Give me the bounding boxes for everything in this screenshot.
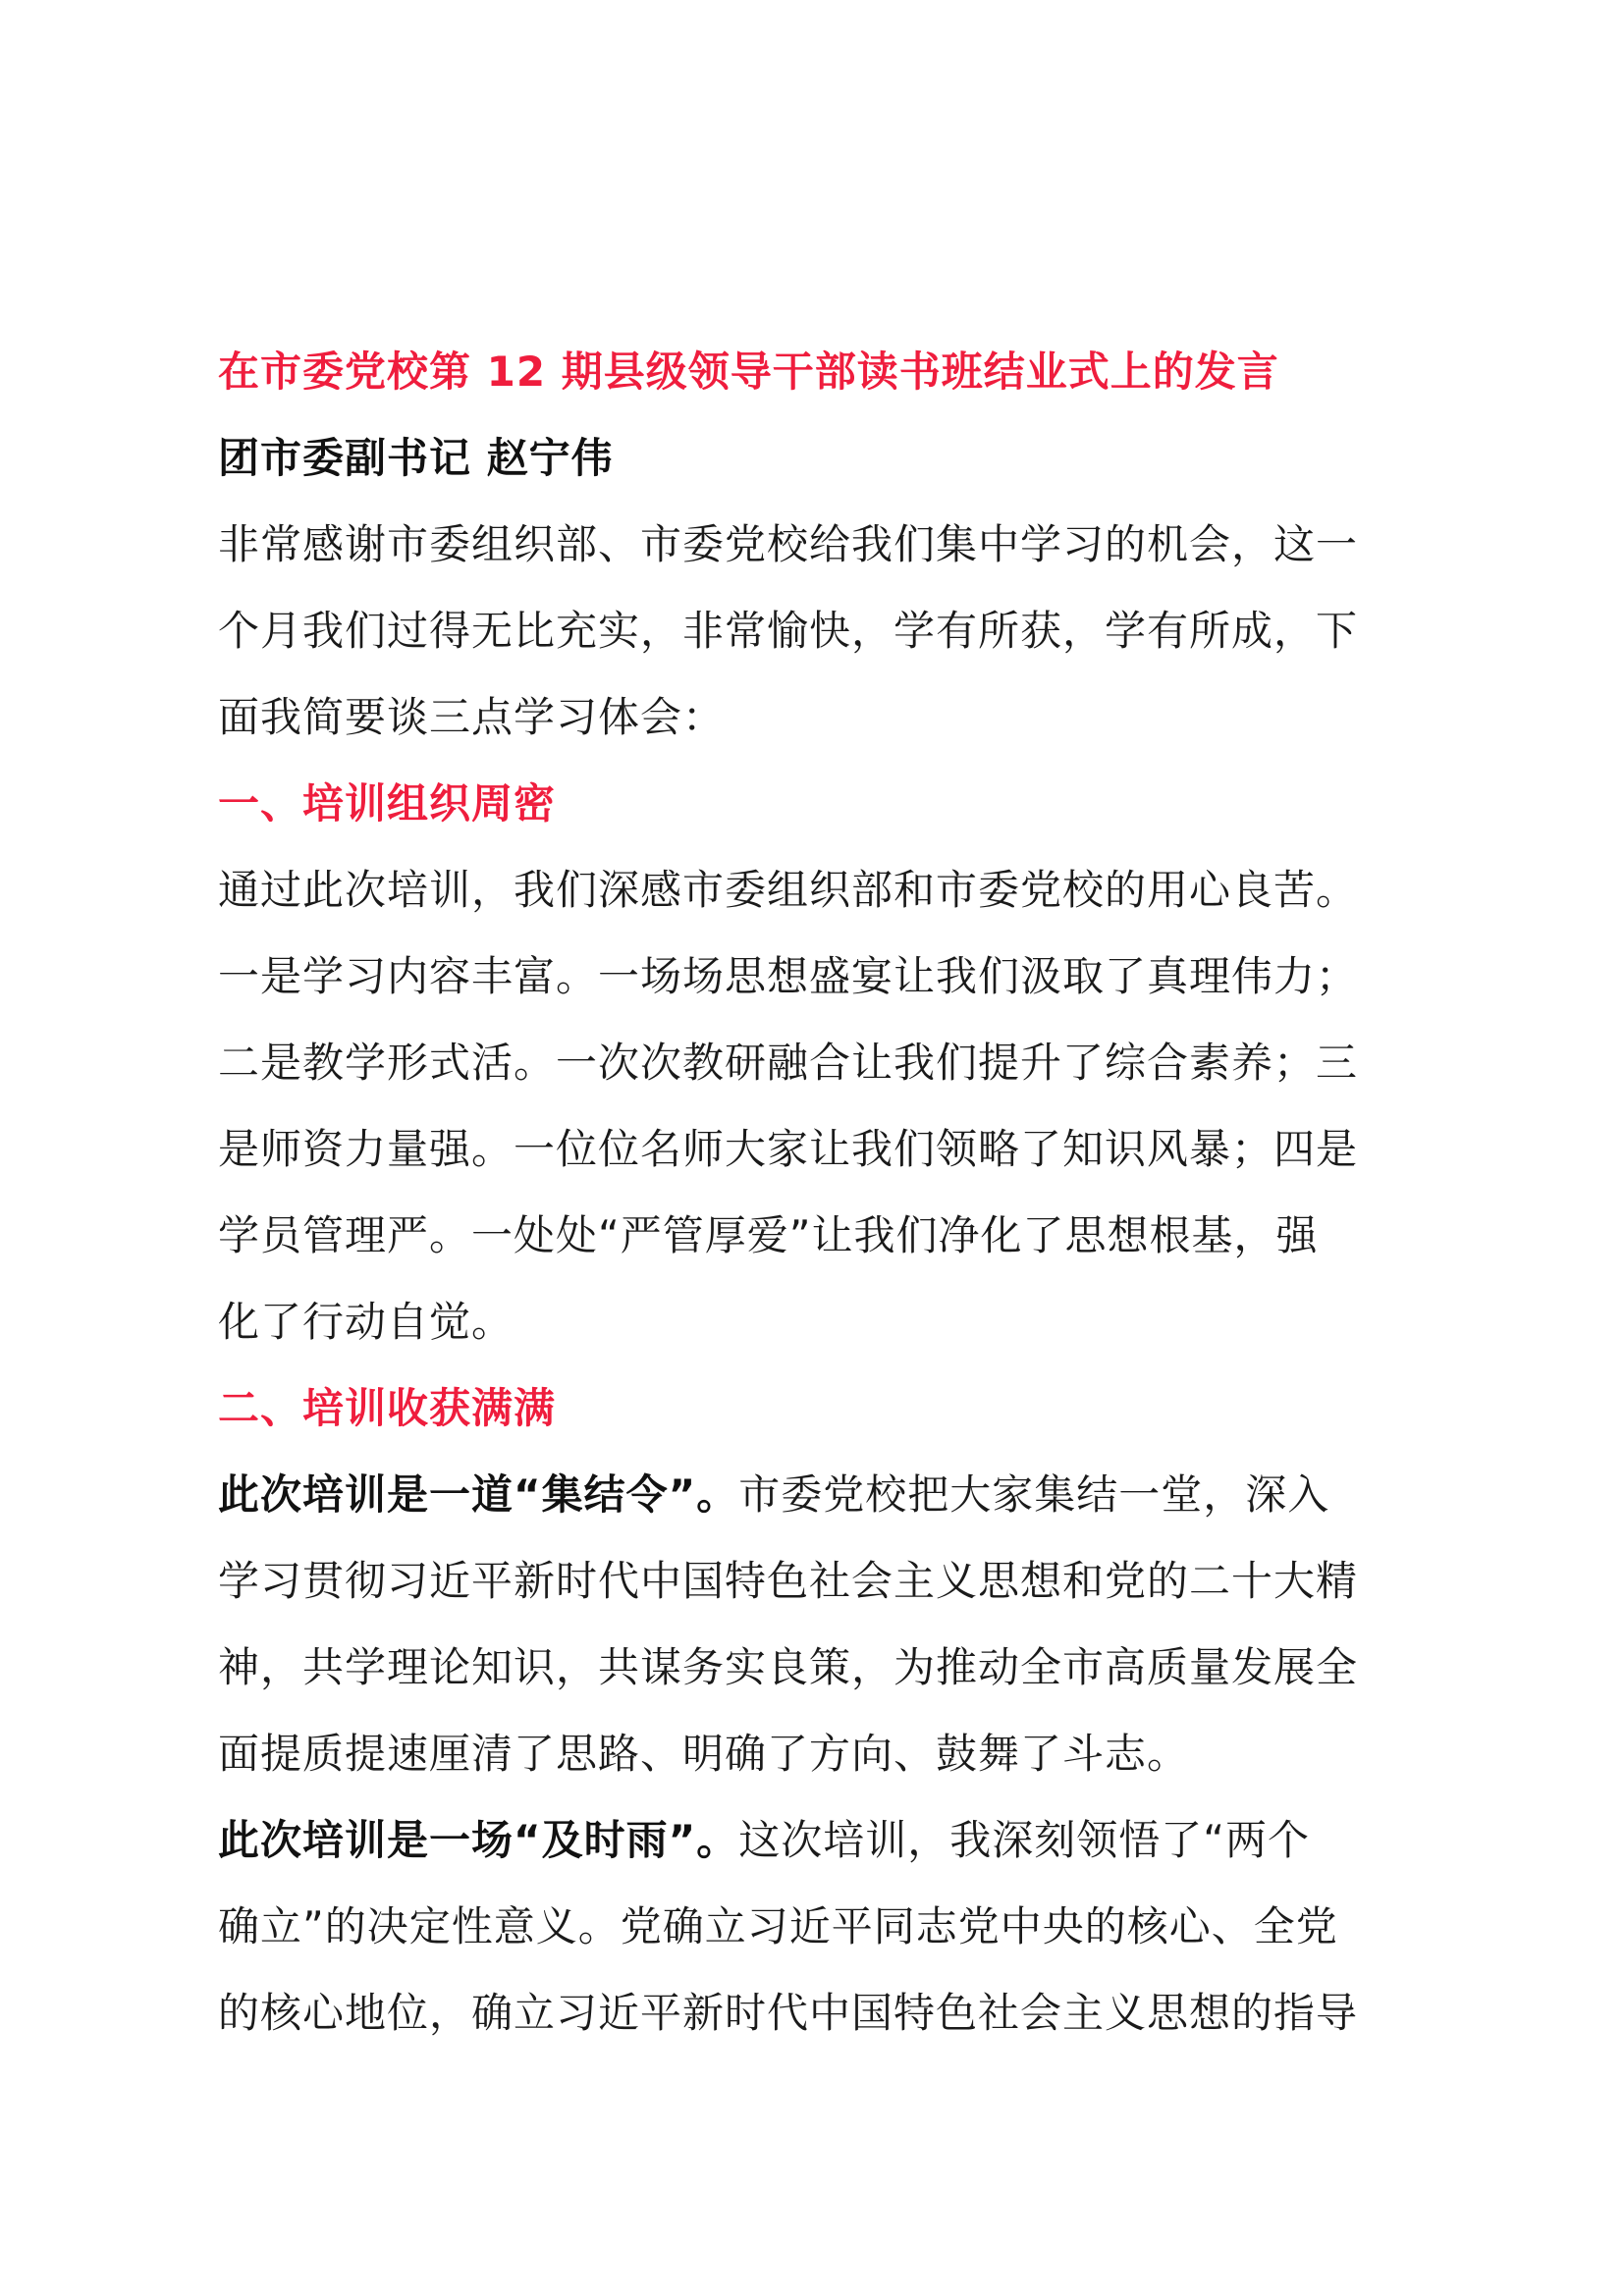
paragraph-line: 是师资力量强。一位位名师大家让我们领略了知识风暴；四是 — [218, 1125, 1359, 1173]
paragraph-first-line — [218, 1452, 1421, 1538]
intro-paragraph — [218, 502, 1421, 761]
section-2-paragraph-1 — [218, 1452, 1421, 1797]
paragraph-text: 这次培训，我深刻领悟了“两个 — [738, 1816, 1310, 1864]
intro-line: 面我简要谈三点学习体会： — [218, 693, 726, 741]
document-title: 在市委党校第 12 期县级领导干部读书班结业式上的发言 — [218, 347, 1279, 396]
paragraph-line: 学员管理严。一处处“严管厚爱”让我们净化了思想根基，强 — [218, 1211, 1319, 1259]
paragraph-line: 二是教学形式活。一次次教研融合让我们提升了综合素养；三 — [218, 1039, 1359, 1087]
paragraph-lead: 此次培训是一场“及时雨”。 — [218, 1816, 739, 1864]
intro-line: 个月我们过得无比充实，非常愉快，学有所获，学有所成，下 — [218, 607, 1359, 655]
paragraph-text: 市委党校把大家集结一堂，深入 — [738, 1470, 1330, 1519]
paragraph-line: 一是学习内容丰富。一场场思想盛宴让我们汲取了真理伟力； — [218, 952, 1359, 1000]
document-page — [218, 329, 1421, 2056]
section-1-paragraph — [218, 847, 1421, 1365]
paragraph-lead: 此次培训是一道“集结令”。 — [218, 1470, 739, 1519]
section-heading-1: 一、培训组织周密 — [218, 779, 557, 828]
paragraph-line: 的核心地位，确立习近平新时代中国特色社会主义思想的指导 — [218, 1989, 1359, 2037]
section-2-paragraph-2 — [218, 1797, 1421, 2056]
paragraph-line: 学习贯彻习近平新时代中国特色社会主义思想和党的二十大精 — [218, 1557, 1359, 1605]
document-author: 团市委副书记 赵宁伟 — [218, 434, 614, 482]
paragraph-line: 化了行动自觉。 — [218, 1298, 514, 1346]
paragraph-line: 面提质提速厘清了思路、明确了方向、鼓舞了斗志。 — [218, 1730, 1190, 1778]
section-heading-2: 二、培训收获满满 — [218, 1384, 557, 1432]
paragraph-line: 通过此次培训，我们深感市委组织部和市委党校的用心良苦。 — [218, 866, 1359, 914]
paragraph-line: 确立”的决定性意义。党确立习近平同志党中央的核心、全党 — [218, 1902, 1338, 1950]
intro-line: 非常感谢市委组织部、市委党校给我们集中学习的机会，这一 — [218, 520, 1359, 568]
paragraph-first-line — [218, 1797, 1421, 1884]
paragraph-line: 神，共学理论知识，共谋务实良策，为推动全市高质量发展全 — [218, 1643, 1359, 1691]
